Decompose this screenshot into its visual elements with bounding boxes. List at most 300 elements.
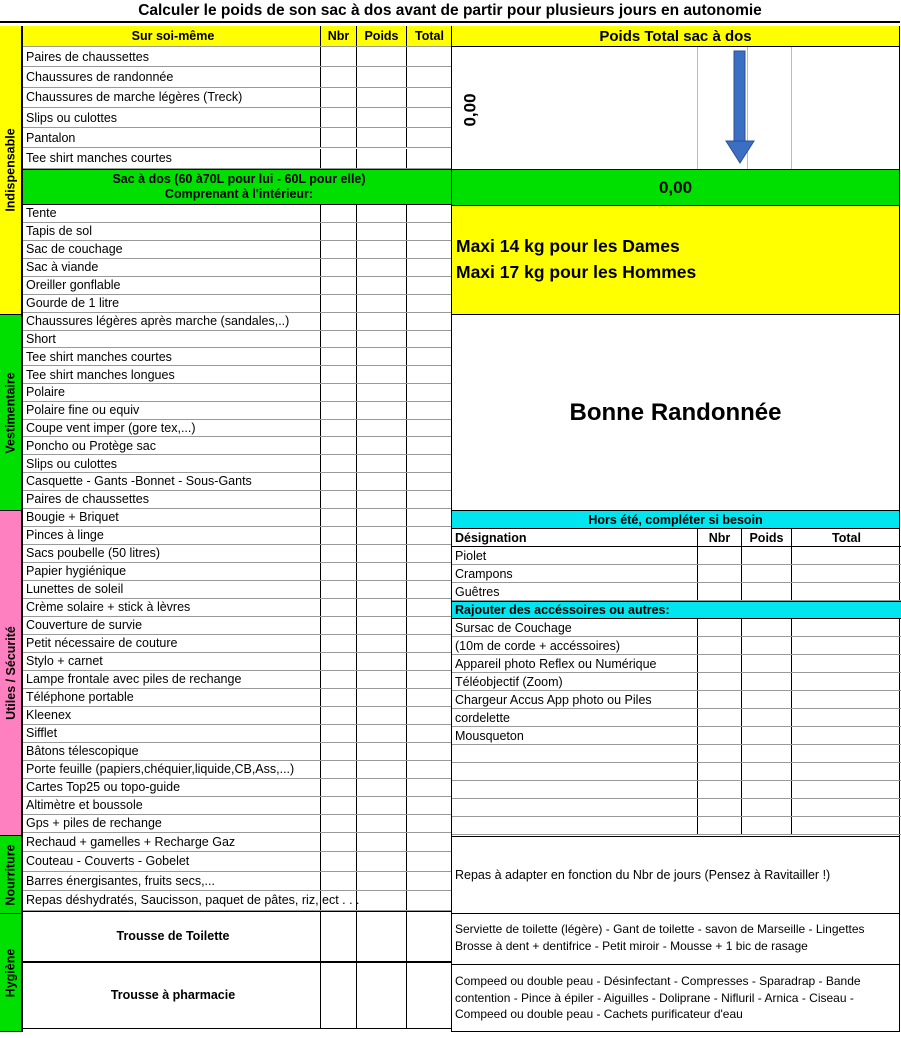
table-row bbox=[23, 108, 452, 128]
nbr-cell[interactable] bbox=[321, 912, 357, 961]
hygiene-row bbox=[23, 962, 452, 1029]
total-cell bbox=[407, 815, 452, 832]
total-cell bbox=[792, 691, 901, 708]
nbr-cell[interactable] bbox=[321, 384, 357, 401]
poids-cell[interactable] bbox=[357, 67, 407, 86]
nbr-cell[interactable] bbox=[321, 402, 357, 419]
nbr-cell[interactable] bbox=[698, 619, 742, 636]
header-designation: Désignation bbox=[452, 529, 698, 546]
nbr-cell[interactable] bbox=[698, 565, 742, 582]
nbr-cell[interactable] bbox=[321, 277, 357, 294]
nbr-cell[interactable] bbox=[321, 743, 357, 760]
total-cell bbox=[407, 653, 452, 670]
total-cell bbox=[407, 88, 452, 107]
table-row bbox=[23, 707, 452, 725]
total-cell bbox=[407, 963, 452, 1028]
header-total: Total bbox=[832, 530, 861, 545]
nbr-cell[interactable] bbox=[321, 852, 357, 871]
item-label: Tee shirt manches courtes bbox=[23, 348, 321, 365]
nbr-cell[interactable] bbox=[321, 963, 357, 1028]
table-row bbox=[23, 743, 452, 761]
poids-cell[interactable] bbox=[742, 673, 792, 690]
poids-cell[interactable] bbox=[357, 599, 407, 616]
nbr-cell[interactable] bbox=[321, 67, 357, 86]
item-label: Oreiller gonflable bbox=[23, 277, 321, 294]
poids-cell[interactable] bbox=[357, 295, 407, 312]
item-label: Petit nécessaire de couture bbox=[23, 635, 321, 652]
poids-cell[interactable] bbox=[357, 891, 407, 910]
nbr-cell[interactable] bbox=[321, 128, 357, 147]
poids-cell[interactable] bbox=[357, 797, 407, 814]
nbr-cell[interactable] bbox=[321, 205, 357, 222]
maxi-box bbox=[452, 206, 899, 315]
poids-cell[interactable] bbox=[357, 473, 407, 490]
poids-cell[interactable] bbox=[357, 205, 407, 222]
poids-cell[interactable] bbox=[742, 709, 792, 726]
table-row bbox=[23, 581, 452, 599]
nbr-cell[interactable] bbox=[321, 563, 357, 580]
item-label: Repas déshydratés, Saucisson, paquet de pâtes, riz, ect . . . bbox=[23, 891, 321, 910]
total-value: 0,00 bbox=[452, 170, 899, 206]
item-label bbox=[452, 781, 698, 798]
poids-cell[interactable] bbox=[357, 852, 407, 871]
poids-cell[interactable] bbox=[357, 545, 407, 562]
item-label: Guêtres bbox=[452, 583, 698, 600]
poids-cell[interactable] bbox=[357, 277, 407, 294]
item-label: Kleenex bbox=[23, 707, 321, 724]
total-cell bbox=[792, 727, 901, 744]
poids-cell[interactable] bbox=[357, 47, 407, 66]
table-row bbox=[452, 691, 901, 709]
total-cell bbox=[407, 277, 452, 294]
poids-cell[interactable] bbox=[357, 635, 407, 652]
total-cell bbox=[792, 547, 901, 564]
poids-cell[interactable] bbox=[742, 745, 792, 762]
nbr-cell[interactable] bbox=[321, 635, 357, 652]
nbr-cell[interactable] bbox=[321, 797, 357, 814]
table-row bbox=[23, 872, 452, 892]
table-row bbox=[23, 509, 452, 527]
item-label: Cartes Top25 ou topo-guide bbox=[23, 779, 321, 796]
section-label: Indispensable bbox=[3, 128, 18, 212]
down-arrow-icon bbox=[724, 51, 756, 165]
item-label: Paires de chaussettes bbox=[23, 47, 321, 66]
nbr-cell[interactable] bbox=[321, 671, 357, 688]
table-row bbox=[23, 241, 452, 259]
poids-cell[interactable] bbox=[742, 727, 792, 744]
table-row bbox=[23, 437, 452, 455]
nbr-cell[interactable] bbox=[321, 366, 357, 383]
nbr-cell[interactable] bbox=[698, 709, 742, 726]
item-label: Barres énergisantes, fruits secs,... bbox=[23, 872, 321, 891]
total-cell bbox=[407, 259, 452, 276]
table-row bbox=[23, 455, 452, 473]
nbr-cell[interactable] bbox=[321, 653, 357, 670]
item-label: Paires de chaussettes bbox=[23, 491, 321, 508]
total-cell bbox=[407, 205, 452, 222]
left-table bbox=[22, 26, 451, 1032]
nbr-cell[interactable] bbox=[321, 313, 357, 330]
section-nourriture bbox=[0, 836, 22, 914]
nbr-cell[interactable] bbox=[321, 689, 357, 706]
table-row bbox=[23, 128, 452, 148]
rajouter-header bbox=[452, 601, 901, 619]
poids-cell[interactable] bbox=[742, 691, 792, 708]
total-cell bbox=[407, 313, 452, 330]
table-row bbox=[23, 635, 452, 653]
section-vestimentaire bbox=[0, 315, 22, 511]
item-label: Chaussures de randonnée bbox=[23, 67, 321, 86]
section-label: Nourriture bbox=[3, 843, 18, 906]
poids-cell[interactable] bbox=[742, 817, 792, 834]
table-row bbox=[23, 366, 452, 384]
nbr-cell[interactable] bbox=[321, 331, 357, 348]
hygiene-label: Trousse à pharmacie bbox=[23, 963, 321, 1028]
item-label: Stylo + carnet bbox=[23, 653, 321, 670]
total-cell bbox=[407, 295, 452, 312]
item-label: Piolet bbox=[452, 547, 698, 564]
sac-label bbox=[23, 170, 452, 204]
nbr-cell[interactable] bbox=[321, 599, 357, 616]
table-row bbox=[23, 473, 452, 491]
nbr-cell[interactable] bbox=[321, 455, 357, 472]
table-row bbox=[23, 259, 452, 277]
total-cell bbox=[792, 565, 901, 582]
poids-cell[interactable] bbox=[357, 963, 407, 1028]
nbr-cell[interactable] bbox=[698, 637, 742, 654]
total-cell bbox=[407, 384, 452, 401]
poids-cell[interactable] bbox=[742, 799, 792, 816]
total-cell bbox=[407, 689, 452, 706]
poids-cell[interactable] bbox=[357, 527, 407, 544]
item-label: Chargeur Accus App photo ou Piles bbox=[452, 691, 698, 708]
total-cell bbox=[792, 637, 901, 654]
table-header bbox=[23, 26, 452, 47]
table-row bbox=[23, 384, 452, 402]
item-label: Couverture de survie bbox=[23, 617, 321, 634]
nbr-cell[interactable] bbox=[321, 259, 357, 276]
sac-line1: Sac à dos (60 à70L pour lui - 60L pour elle) bbox=[112, 171, 366, 186]
weight-gauge bbox=[452, 47, 899, 170]
table-row bbox=[23, 779, 452, 797]
item-label: Slips ou culottes bbox=[23, 455, 321, 472]
table-row bbox=[452, 727, 901, 745]
poids-cell[interactable] bbox=[357, 872, 407, 891]
item-label: Coupe vent imper (gore tex,...) bbox=[23, 420, 321, 437]
total-cell bbox=[407, 833, 452, 852]
item-label: Tente bbox=[23, 205, 321, 222]
header-sur-soi: Sur soi-même bbox=[23, 26, 321, 46]
total-cell bbox=[407, 617, 452, 634]
total-cell bbox=[407, 545, 452, 562]
total-cell bbox=[407, 671, 452, 688]
total-cell bbox=[407, 491, 452, 508]
item-label: Chaussures légères après marche (sandales,..) bbox=[23, 313, 321, 330]
item-label: Slips ou culottes bbox=[23, 108, 321, 127]
item-label: Rechaud + gamelles + Recharge Gaz bbox=[23, 833, 321, 852]
nbr-cell[interactable] bbox=[321, 295, 357, 312]
table-row bbox=[23, 599, 452, 617]
poids-cell[interactable] bbox=[357, 128, 407, 147]
poids-cell[interactable] bbox=[357, 331, 407, 348]
nbr-cell[interactable] bbox=[698, 673, 742, 690]
item-label: Pantalon bbox=[23, 128, 321, 147]
hors-ete-header: Hors été, compléter si besoin bbox=[452, 511, 899, 529]
total-cell bbox=[792, 673, 901, 690]
total-cell bbox=[407, 128, 452, 147]
sac-line2: Comprenant à l'intérieur: bbox=[164, 186, 314, 201]
header-nbr: Nbr bbox=[698, 529, 742, 546]
nbr-cell[interactable] bbox=[698, 817, 742, 834]
total-cell bbox=[407, 47, 452, 66]
table-row bbox=[452, 799, 901, 817]
nbr-cell[interactable] bbox=[321, 88, 357, 107]
poids-cell[interactable] bbox=[357, 912, 407, 961]
nbr-cell[interactable] bbox=[321, 509, 357, 526]
item-label: Poncho ou Protège sac bbox=[23, 437, 321, 454]
section-indispensable bbox=[0, 26, 22, 315]
total-cell bbox=[407, 635, 452, 652]
sac-row bbox=[23, 169, 452, 205]
nbr-cell[interactable] bbox=[698, 745, 742, 762]
poids-cell[interactable] bbox=[357, 815, 407, 832]
poids-cell[interactable] bbox=[357, 833, 407, 852]
poids-cell[interactable] bbox=[357, 779, 407, 796]
total-cell bbox=[407, 509, 452, 526]
total-cell bbox=[407, 437, 452, 454]
section-label: Hygiène bbox=[3, 948, 18, 997]
poids-cell[interactable] bbox=[742, 583, 792, 600]
poids-cell[interactable] bbox=[357, 259, 407, 276]
poids-cell[interactable] bbox=[357, 581, 407, 598]
total-cell bbox=[407, 348, 452, 365]
nbr-cell[interactable] bbox=[321, 473, 357, 490]
poids-cell[interactable] bbox=[357, 108, 407, 127]
total-cell bbox=[407, 707, 452, 724]
header-nbr: Nbr bbox=[321, 26, 357, 46]
poids-cell[interactable] bbox=[357, 509, 407, 526]
item-label: Sacs poubelle (50 litres) bbox=[23, 545, 321, 562]
total-cell bbox=[407, 581, 452, 598]
total-cell bbox=[792, 763, 901, 780]
total-cell bbox=[407, 725, 452, 742]
rajouter-label: Rajouter des accéssoires ou autres: bbox=[455, 603, 670, 617]
item-label bbox=[452, 745, 698, 762]
nbr-cell[interactable] bbox=[321, 437, 357, 454]
poids-cell[interactable] bbox=[357, 653, 407, 670]
poids-cell[interactable] bbox=[742, 763, 792, 780]
total-cell bbox=[407, 455, 452, 472]
poids-cell[interactable] bbox=[357, 241, 407, 258]
table-row bbox=[23, 545, 452, 563]
table-row bbox=[23, 653, 452, 671]
table-row bbox=[452, 619, 901, 637]
nbr-cell[interactable] bbox=[321, 617, 357, 634]
table-row bbox=[23, 527, 452, 545]
item-label: Couteau - Couverts - Gobelet bbox=[23, 852, 321, 871]
table-row bbox=[23, 491, 452, 509]
total-cell bbox=[792, 655, 901, 672]
maxi-hommes: Maxi 17 kg pour les Hommes bbox=[456, 262, 697, 282]
accessories-table bbox=[452, 529, 899, 836]
nbr-cell[interactable] bbox=[321, 348, 357, 365]
total-cell bbox=[792, 709, 901, 726]
section-utiles bbox=[0, 511, 22, 836]
total-cell bbox=[407, 797, 452, 814]
table-row bbox=[23, 402, 452, 420]
poids-cell[interactable] bbox=[357, 725, 407, 742]
nbr-cell[interactable] bbox=[321, 833, 357, 852]
total-cell bbox=[407, 67, 452, 86]
poids-cell[interactable] bbox=[357, 420, 407, 437]
gauge-value: 0,00 bbox=[461, 93, 480, 127]
page-title: Calculer le poids de son sac à dos avant de partir pour plusieurs jours en autonomie bbox=[0, 0, 900, 23]
poids-cell[interactable] bbox=[357, 563, 407, 580]
item-label: Sac à viande bbox=[23, 259, 321, 276]
nbr-cell[interactable] bbox=[321, 491, 357, 508]
poids-cell[interactable] bbox=[357, 761, 407, 778]
item-label bbox=[452, 763, 698, 780]
nbr-cell[interactable] bbox=[321, 545, 357, 562]
item-label: Téléphone portable bbox=[23, 689, 321, 706]
nbr-cell[interactable] bbox=[321, 761, 357, 778]
item-label: Polaire fine ou equiv bbox=[23, 402, 321, 419]
nbr-cell[interactable] bbox=[698, 763, 742, 780]
poids-cell[interactable] bbox=[357, 455, 407, 472]
table-row bbox=[452, 637, 901, 655]
table-row bbox=[452, 709, 901, 727]
item-label: Bougie + Briquet bbox=[23, 509, 321, 526]
nbr-cell[interactable] bbox=[698, 547, 742, 564]
poids-cell[interactable] bbox=[357, 149, 407, 168]
poids-cell[interactable] bbox=[357, 88, 407, 107]
table-row bbox=[23, 205, 452, 223]
total-cell bbox=[407, 366, 452, 383]
section-label: Vestimentaire bbox=[3, 371, 18, 454]
item-label: Polaire bbox=[23, 384, 321, 401]
item-label: Lampe frontale avec piles de rechange bbox=[23, 671, 321, 688]
item-label: Mousqueton bbox=[452, 727, 698, 744]
poids-cell[interactable] bbox=[742, 637, 792, 654]
total-cell bbox=[407, 761, 452, 778]
nbr-cell[interactable] bbox=[321, 527, 357, 544]
toilette-note: Serviette de toilette (légère) - Gant de toilette - savon de Marseille - Lingettes Brosse à dent + dentifrice - Petit miroir - Mousse + 1 bic de rasage bbox=[452, 914, 899, 965]
poids-cell[interactable] bbox=[742, 781, 792, 798]
table-row bbox=[23, 313, 452, 331]
repas-note: Repas à adapter en fonction du Nbr de jours (Pensez à Ravitailler !) bbox=[452, 836, 899, 914]
nbr-cell[interactable] bbox=[321, 149, 357, 168]
nbr-cell[interactable] bbox=[321, 241, 357, 258]
table-row bbox=[23, 725, 452, 743]
nbr-cell[interactable] bbox=[698, 799, 742, 816]
poids-cell[interactable] bbox=[742, 565, 792, 582]
poids-cell[interactable] bbox=[357, 402, 407, 419]
nbr-cell[interactable] bbox=[321, 779, 357, 796]
nbr-cell[interactable] bbox=[321, 725, 357, 742]
total-cell bbox=[407, 473, 452, 490]
table-row bbox=[23, 223, 452, 241]
item-label: Tee shirt manches longues bbox=[23, 366, 321, 383]
table-row bbox=[23, 88, 452, 108]
nbr-cell[interactable] bbox=[698, 691, 742, 708]
item-label: Tapis de sol bbox=[23, 223, 321, 240]
poids-cell[interactable] bbox=[742, 619, 792, 636]
maxi-dames: Maxi 14 kg pour les Dames bbox=[456, 236, 680, 256]
poids-cell[interactable] bbox=[357, 366, 407, 383]
item-label: Bâtons télescopique bbox=[23, 743, 321, 760]
poids-cell[interactable] bbox=[357, 348, 407, 365]
poids-cell[interactable] bbox=[357, 743, 407, 760]
poids-cell[interactable] bbox=[357, 384, 407, 401]
table-row bbox=[452, 547, 901, 565]
nbr-cell[interactable] bbox=[321, 420, 357, 437]
poids-cell[interactable] bbox=[357, 437, 407, 454]
table-row bbox=[23, 797, 452, 815]
total-cell bbox=[407, 599, 452, 616]
total-cell bbox=[407, 779, 452, 796]
table-row bbox=[23, 671, 452, 689]
table-row bbox=[23, 617, 452, 635]
nbr-cell[interactable] bbox=[321, 108, 357, 127]
item-label: Téléobjectif (Zoom) bbox=[452, 673, 698, 690]
right-panel bbox=[451, 26, 900, 1032]
total-cell bbox=[792, 781, 901, 798]
total-cell bbox=[407, 912, 452, 961]
gauge-value-wrap bbox=[456, 87, 486, 133]
total-cell bbox=[407, 223, 452, 240]
table-row bbox=[452, 763, 901, 781]
nbr-cell[interactable] bbox=[321, 47, 357, 66]
nbr-cell[interactable] bbox=[321, 223, 357, 240]
nbr-cell[interactable] bbox=[321, 707, 357, 724]
nbr-cell[interactable] bbox=[698, 781, 742, 798]
total-cell bbox=[407, 420, 452, 437]
table-row bbox=[452, 565, 901, 583]
nbr-cell[interactable] bbox=[321, 815, 357, 832]
item-label: Sifflet bbox=[23, 725, 321, 742]
total-cell bbox=[407, 527, 452, 544]
poids-cell[interactable] bbox=[357, 689, 407, 706]
nbr-cell[interactable] bbox=[321, 891, 357, 910]
poids-cell[interactable] bbox=[357, 617, 407, 634]
poids-cell[interactable] bbox=[357, 707, 407, 724]
nbr-cell[interactable] bbox=[698, 655, 742, 672]
table-row bbox=[23, 149, 452, 169]
nbr-cell[interactable] bbox=[698, 583, 742, 600]
bonne-randonnee: Bonne Randonnée bbox=[452, 315, 899, 511]
item-label bbox=[452, 799, 698, 816]
nbr-cell[interactable] bbox=[698, 727, 742, 744]
total-cell bbox=[792, 583, 901, 600]
nbr-cell[interactable] bbox=[321, 581, 357, 598]
poids-cell[interactable] bbox=[357, 491, 407, 508]
item-label: Porte feuille (papiers,chéquier,liquide,CB,Ass,...) bbox=[23, 761, 321, 778]
total-title: Poids Total sac à dos bbox=[452, 26, 899, 47]
table-row bbox=[23, 852, 452, 872]
poids-cell[interactable] bbox=[357, 313, 407, 330]
poids-cell[interactable] bbox=[357, 223, 407, 240]
item-label: Crème solaire + stick à lèvres bbox=[23, 599, 321, 616]
total-cell bbox=[407, 872, 452, 891]
poids-cell[interactable] bbox=[742, 655, 792, 672]
poids-cell[interactable] bbox=[357, 671, 407, 688]
poids-cell[interactable] bbox=[742, 547, 792, 564]
table-row bbox=[452, 781, 901, 799]
total-cell bbox=[407, 852, 452, 871]
total-cell bbox=[407, 331, 452, 348]
table-row bbox=[452, 817, 901, 835]
nbr-cell[interactable] bbox=[321, 872, 357, 891]
